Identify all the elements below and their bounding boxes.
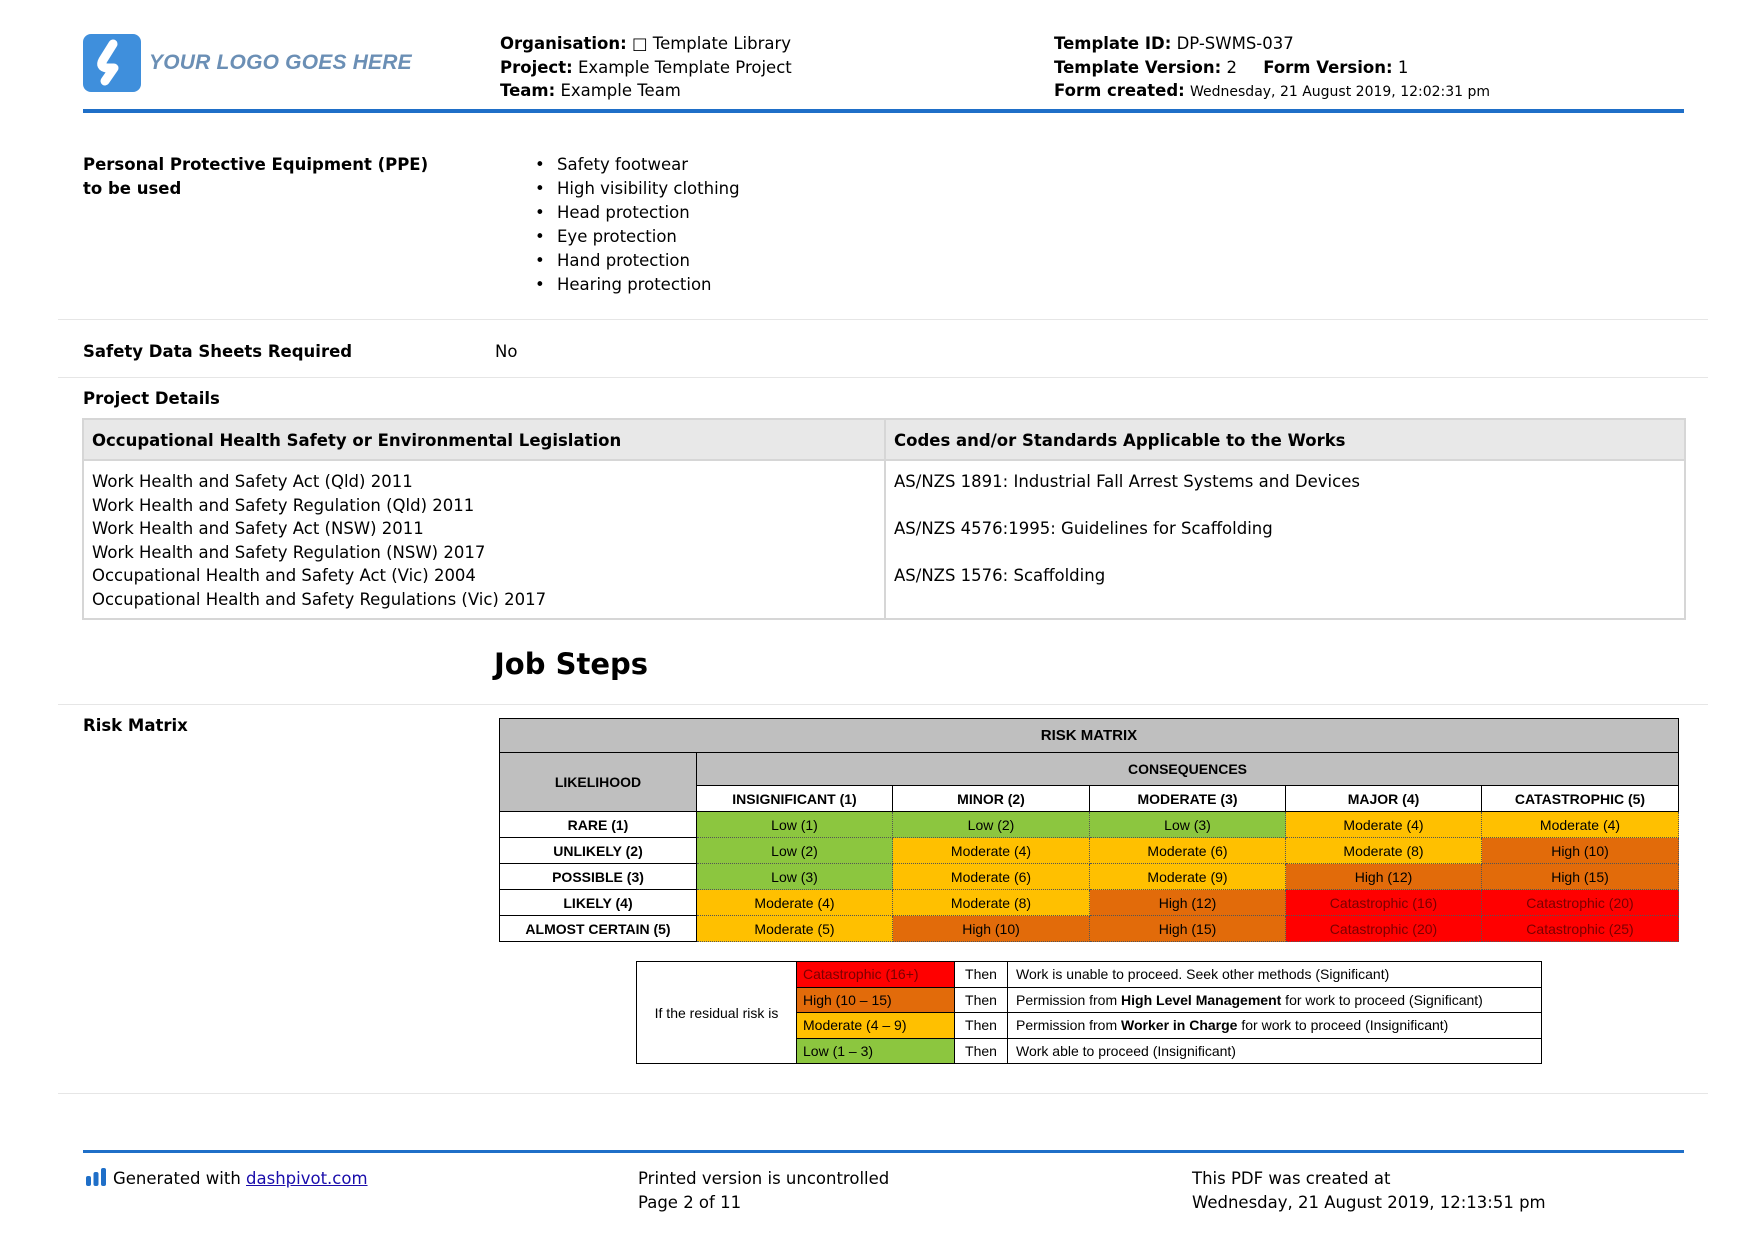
sds-section [58, 320, 1708, 378]
residual-then: Then [955, 962, 1008, 988]
list-item: Occupational Health and Safety Regulations (Vic) 2017 [92, 589, 547, 609]
risk-cell: High (10) [1482, 838, 1679, 864]
ppe-section [58, 150, 1708, 320]
risk-cell: Moderate (8) [1286, 838, 1482, 864]
project-value: Example Template Project [577, 57, 792, 77]
form-created-label: Form created: [1054, 81, 1185, 100]
form-created-value: Wednesday, 21 August 2019, 12:02:31 pm [1190, 84, 1491, 100]
table-row [637, 962, 1542, 988]
risk-cell: Catastrophic (20) [1482, 890, 1679, 916]
template-id-label: Template ID: [1054, 34, 1172, 53]
risk-cell: Moderate (8) [893, 890, 1090, 916]
list-item: AS/NZS 1891: Industrial Fall Arrest Systems and Devices [894, 472, 1360, 491]
footer-pdf-created [1192, 1167, 1546, 1215]
list-item: • High visibility clothing [535, 177, 740, 201]
template-id-value: DP-SWMS-037 [1176, 34, 1294, 53]
list-item: AS/NZS 4576:1995: Guidelines for Scaffolding [894, 519, 1273, 539]
project-details-label: Project Details [83, 389, 220, 408]
generated-with-text: Generated with [113, 1169, 247, 1188]
consequences-header: CONSEQUENCES [697, 753, 1679, 786]
list-item: Work Health and Safety Act (NSW) 2011 [92, 519, 424, 539]
legislation-header: Occupational Health Safety or Environmental Legislation [84, 420, 884, 461]
list-item: AS/NZS 1576: Scaffolding [894, 566, 1106, 586]
risk-cell: Moderate (4) [1286, 812, 1482, 838]
ppe-list [535, 153, 740, 297]
list-item: Work Health and Safety Act (Qld) 2011 [92, 472, 413, 491]
likelihood-row-label: UNLIKELY (2) [500, 838, 697, 864]
logo-text: YOUR LOGO GOES HERE [149, 51, 412, 74]
organisation-value: □ Template Library [631, 34, 792, 53]
residual-description: Permission from Worker in Charge for work to proceed (Insignificant) [1008, 1013, 1542, 1039]
table-row [500, 864, 1679, 890]
risk-cell: Low (1) [697, 812, 893, 838]
template-version-label: Template Version: [1054, 57, 1222, 77]
residual-level: Moderate (4 – 9) [797, 1013, 955, 1039]
likelihood-row-label: POSSIBLE (3) [500, 864, 697, 890]
consequence-header: CATASTROPHIC (5) [1482, 786, 1679, 812]
risk-cell: Moderate (5) [697, 916, 893, 942]
residual-level: Low (1 – 3) [797, 1038, 955, 1064]
footer-generated [85, 1167, 368, 1193]
sds-label: Safety Data Sheets Required [83, 342, 353, 361]
header-template-block [1054, 32, 1490, 105]
table-row [500, 812, 1679, 838]
legislation-cell [84, 463, 554, 619]
dashpivot-link[interactable]: dashpivot.com [246, 1169, 368, 1188]
residual-lead: If the residual risk is [637, 962, 797, 1064]
consequence-header: INSIGNIFICANT (1) [697, 786, 893, 812]
job-steps-heading: Job Steps [494, 647, 649, 681]
risk-cell: Catastrophic (16) [1286, 890, 1482, 916]
consequence-header: MAJOR (4) [1286, 786, 1482, 812]
list-item: • Hearing protection [535, 273, 740, 297]
residual-then: Then [955, 1013, 1008, 1039]
table-row [500, 916, 1679, 942]
pdf-created-value: Wednesday, 21 August 2019, 12:13:51 pm [1192, 1193, 1546, 1212]
consequence-header: MODERATE (3) [1090, 786, 1286, 812]
risk-cell: Moderate (6) [893, 864, 1090, 890]
sds-value: No [495, 342, 518, 361]
risk-matrix-table [499, 718, 1679, 942]
risk-cell: Moderate (9) [1090, 864, 1286, 890]
table-row [500, 838, 1679, 864]
risk-cell: Catastrophic (20) [1286, 916, 1482, 942]
risk-cell: Low (2) [697, 838, 893, 864]
residual-then: Then [955, 1038, 1008, 1064]
header-divider [83, 109, 1684, 113]
legislation-table [82, 418, 1686, 620]
risk-cell: Moderate (4) [1482, 812, 1679, 838]
risk-cell: Low (2) [893, 812, 1090, 838]
list-item: • Safety footwear [535, 153, 740, 177]
risk-cell: Low (3) [697, 864, 893, 890]
page-header [83, 32, 1684, 112]
footer-divider [83, 1150, 1684, 1153]
consequence-header: MINOR (2) [893, 786, 1090, 812]
risk-matrix-body [500, 812, 1679, 942]
footer-uncontrolled [638, 1167, 889, 1215]
likelihood-row-label: ALMOST CERTAIN (5) [500, 916, 697, 942]
residual-level: Catastrophic (16+) [797, 962, 955, 988]
risk-cell: High (12) [1090, 890, 1286, 916]
template-version-value: 2 [1226, 57, 1237, 77]
team-value: Example Team [560, 81, 681, 100]
risk-cell: Moderate (6) [1090, 838, 1286, 864]
list-item: • Eye protection [535, 225, 740, 249]
team-label: Team: [500, 81, 556, 100]
list-item: Occupational Health and Safety Act (Vic) 2004 [92, 566, 476, 586]
risk-cell: High (12) [1286, 864, 1482, 890]
likelihood-row-label: RARE (1) [500, 812, 697, 838]
risk-matrix-title: RISK MATRIX [500, 719, 1679, 753]
project-label: Project: [500, 57, 573, 77]
uncontrolled-text: Printed version is uncontrolled [638, 1169, 890, 1188]
form-version-value: 1 [1397, 57, 1409, 77]
risk-matrix-label: Risk Matrix [83, 716, 188, 735]
pdf-created-label: This PDF was created at [1192, 1169, 1391, 1188]
likelihood-row-label: LIKELY (4) [500, 890, 697, 916]
risk-cell: High (10) [893, 916, 1090, 942]
list-item: Work Health and Safety Regulation (NSW) 2017 [92, 542, 486, 562]
list-item: • Hand protection [535, 249, 740, 273]
list-item: • Head protection [535, 201, 740, 225]
logo-icon [83, 34, 141, 92]
risk-cell: Low (3) [1090, 812, 1286, 838]
organisation-label: Organisation: [500, 34, 627, 53]
header-organisation-block [500, 32, 792, 103]
risk-cell: Catastrophic (25) [1482, 916, 1679, 942]
residual-description: Work is unable to proceed. Seek other methods (Significant) [1008, 962, 1542, 988]
risk-cell: Moderate (4) [893, 838, 1090, 864]
residual-description: Permission from High Level Management for work to proceed (Significant) [1008, 987, 1542, 1013]
likelihood-header: LIKELIHOOD [500, 753, 697, 812]
standards-cell [886, 463, 1368, 595]
risk-cell: High (15) [1090, 916, 1286, 942]
residual-then: Then [955, 987, 1008, 1013]
form-version-label: Form Version: [1263, 57, 1393, 77]
standards-header: Codes and/or Standards Applicable to the Works [886, 420, 1684, 461]
dashpivot-bars-icon [85, 1168, 107, 1193]
ppe-label: Personal Protective Equipment (PPE) to be used [83, 155, 429, 198]
page-number: Page 2 of 11 [638, 1193, 742, 1212]
risk-cell: Moderate (4) [697, 890, 893, 916]
list-item: Work Health and Safety Regulation (Qld) 2011 [92, 495, 475, 515]
table-row [500, 890, 1679, 916]
residual-level: High (10 – 15) [797, 987, 955, 1013]
company-logo [83, 34, 412, 92]
residual-risk-table [636, 961, 1542, 1064]
residual-description: Work able to proceed (Insignificant) [1008, 1038, 1542, 1064]
risk-cell: High (15) [1482, 864, 1679, 890]
